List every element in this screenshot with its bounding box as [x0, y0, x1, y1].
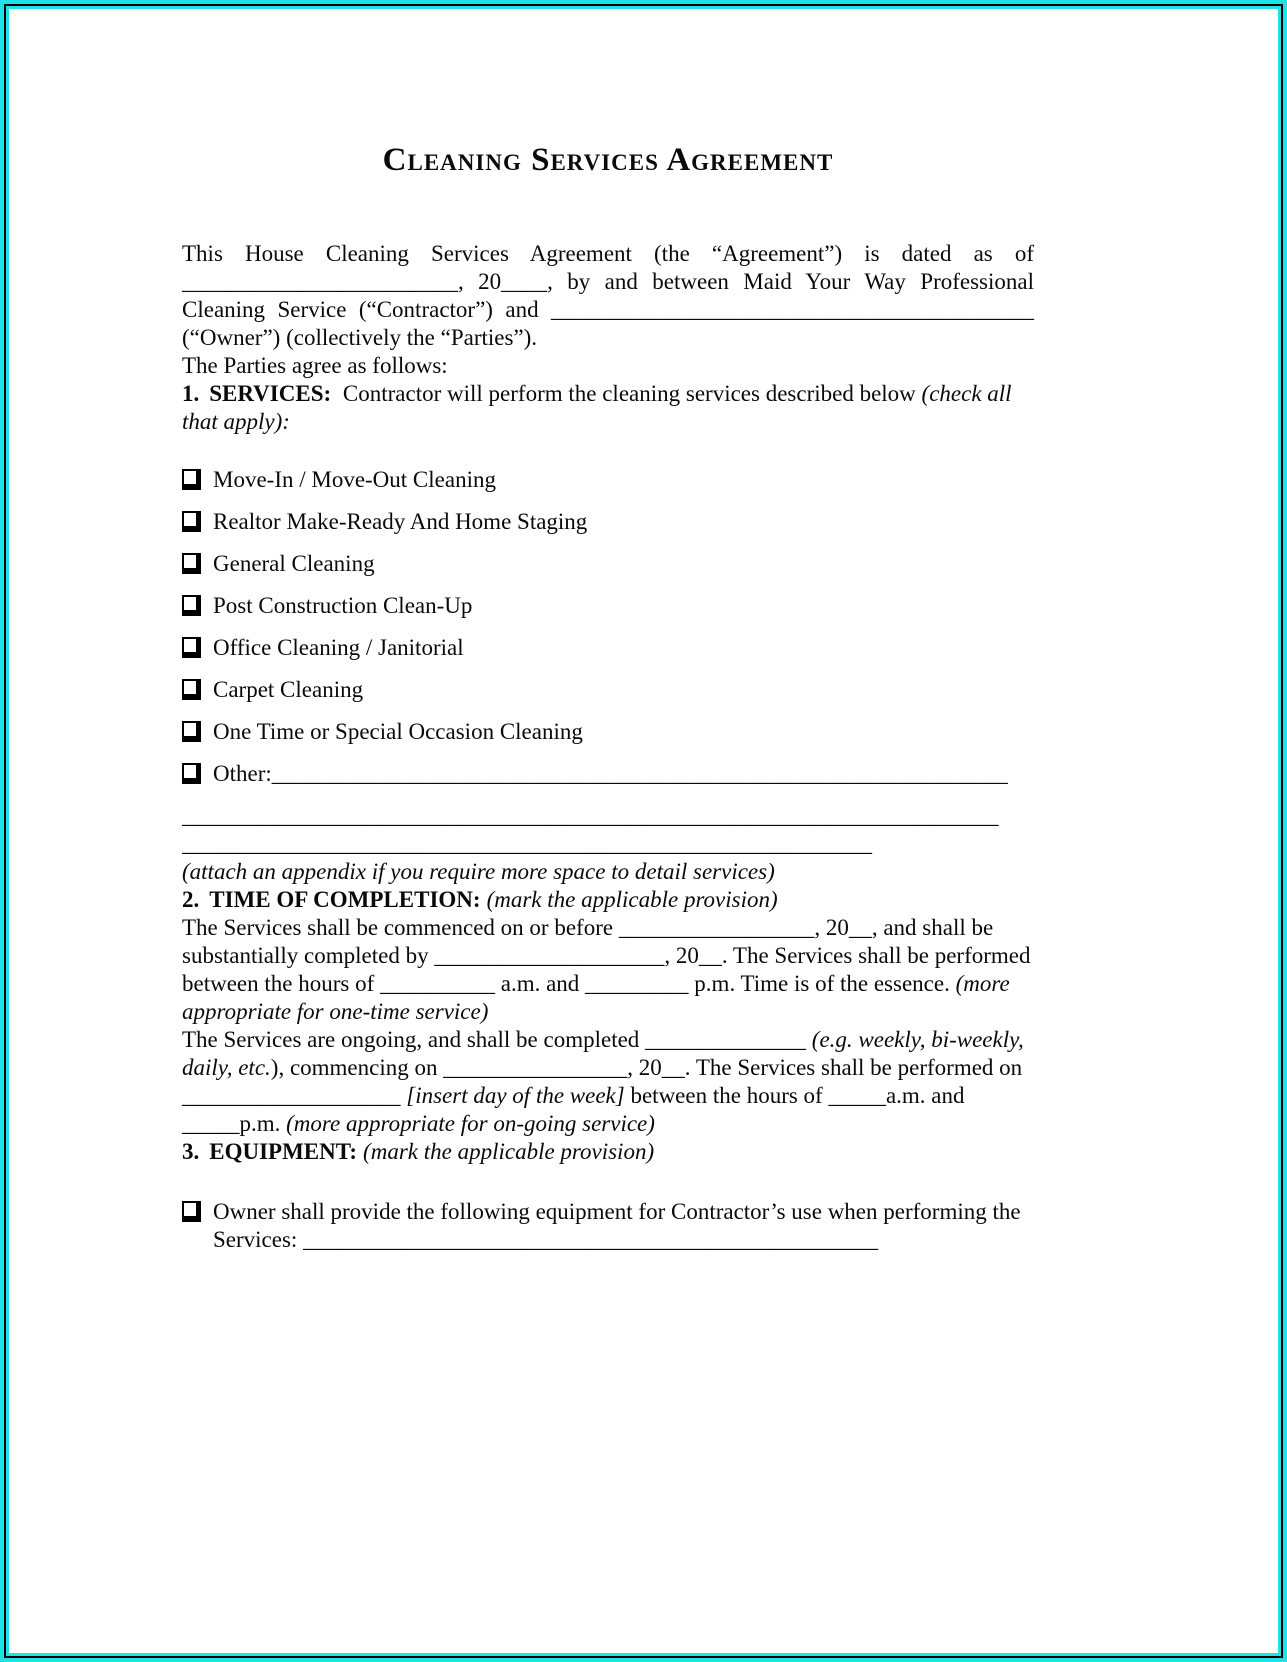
- section-1-note: (check all that apply):: [182, 381, 1012, 434]
- checkbox-icon[interactable]: [182, 553, 201, 574]
- service-option-label: [213, 760, 1034, 788]
- section-2-number: 2.: [182, 887, 200, 912]
- ongoing-paragraph: [182, 1026, 1034, 1138]
- other-blank: ________________________________________________________________: [271, 761, 1008, 786]
- service-option-label: Move-In / Move-Out Cleaning: [213, 467, 496, 492]
- section-3-number: 3.: [182, 1139, 200, 1164]
- checkbox-icon[interactable]: [182, 763, 201, 784]
- equipment-option-label: [213, 1198, 1034, 1254]
- checkbox-icon[interactable]: [182, 721, 201, 742]
- parties-agree-line: The Parties agree as follows:: [182, 353, 448, 378]
- section-1-heading: [182, 380, 1034, 436]
- service-option-label: General Cleaning: [213, 551, 375, 576]
- intro-paragraph: This House Cleaning Services Agreement (the “Agreement”) is dated as of ________________________, 20____, by and between Maid Your Way Professional Cleaning Service (“Contractor”) and __________________________________________ (“Owner”) (collectively the “Parties”).: [182, 241, 1034, 350]
- ongoing-text-c: ), commencing on ________________, 20__. The Services shall be performed on ___________________: [182, 1055, 1023, 1108]
- service-option-label: Carpet Cleaning: [213, 677, 364, 702]
- one-time-note: (more appropriate for one-time service): [182, 971, 1010, 1024]
- service-option-row-other: [182, 760, 1034, 788]
- section-2-heading: [182, 886, 1034, 914]
- ongoing-service-note: (more appropriate for on-going service): [286, 1111, 655, 1136]
- one-time-text: The Services shall be commenced on or before _________________, 20__, and shall be substantially completed by ____________________, 20__. The Services shall be performed between the hours of __________ a.m. and _________ p.m. Time is of the essence.: [182, 915, 1031, 996]
- equipment-blank: __________________________________________________: [303, 1227, 879, 1252]
- service-option-row: [182, 634, 1034, 662]
- section-1-number: 1.: [182, 381, 200, 406]
- document-title: Cleaning Services Agreement: [382, 142, 834, 178]
- service-checklist: [182, 466, 1034, 788]
- checkbox-icon[interactable]: [182, 1201, 201, 1222]
- equipment-text: Owner shall provide the following equipment for Contractor’s use when performing the Services:: [213, 1199, 1021, 1252]
- section-3-heading: [182, 1138, 1034, 1166]
- service-option-label: Realtor Make-Ready And Home Staging: [213, 509, 588, 534]
- ongoing-example-note: (e.g. weekly, bi-weekly, daily, etc.: [182, 1027, 1024, 1080]
- ongoing-text-e: between the hours of _____a.m. and _____p.m.: [182, 1083, 965, 1136]
- service-option-row: [182, 508, 1034, 536]
- section-1-label: SERVICES:: [209, 381, 332, 406]
- service-option-row: [182, 466, 1034, 494]
- service-option-row: [182, 550, 1034, 578]
- equipment-option-row: [182, 1198, 1034, 1254]
- ongoing-text-a: The Services are ongoing, and shall be completed ______________: [182, 1027, 812, 1052]
- checkbox-icon[interactable]: [182, 469, 201, 490]
- service-option-label: Post Construction Clean-Up: [213, 593, 473, 618]
- service-option-label: Office Cleaning / Janitorial: [213, 635, 464, 660]
- appendix-note: (attach an appendix if you require more space to detail services): [182, 859, 775, 884]
- overflow-blank-line-2: ____________________________________________________________: [182, 831, 872, 856]
- other-label: Other:: [213, 761, 272, 786]
- section-3-label: EQUIPMENT:: [209, 1139, 358, 1164]
- service-option-row: [182, 676, 1034, 704]
- section-3-note: (mark the applicable provision): [363, 1139, 655, 1164]
- service-option-row: [182, 592, 1034, 620]
- insert-day-note: [insert day of the week]: [406, 1083, 625, 1108]
- section-1-body: Contractor will perform the cleaning services described below: [337, 381, 922, 406]
- overflow-blank-line-1: _______________________________________________________________________: [182, 803, 999, 828]
- checkbox-icon[interactable]: [182, 511, 201, 532]
- checkbox-icon[interactable]: [182, 637, 201, 658]
- service-option-row: [182, 718, 1034, 746]
- section-2-label: TIME OF COMPLETION:: [209, 887, 481, 912]
- checkbox-icon[interactable]: [182, 595, 201, 616]
- checkbox-icon[interactable]: [182, 679, 201, 700]
- section-2-note: (mark the applicable provision): [486, 887, 778, 912]
- service-option-label: One Time or Special Occasion Cleaning: [213, 719, 583, 744]
- one-time-paragraph: [182, 914, 1034, 1026]
